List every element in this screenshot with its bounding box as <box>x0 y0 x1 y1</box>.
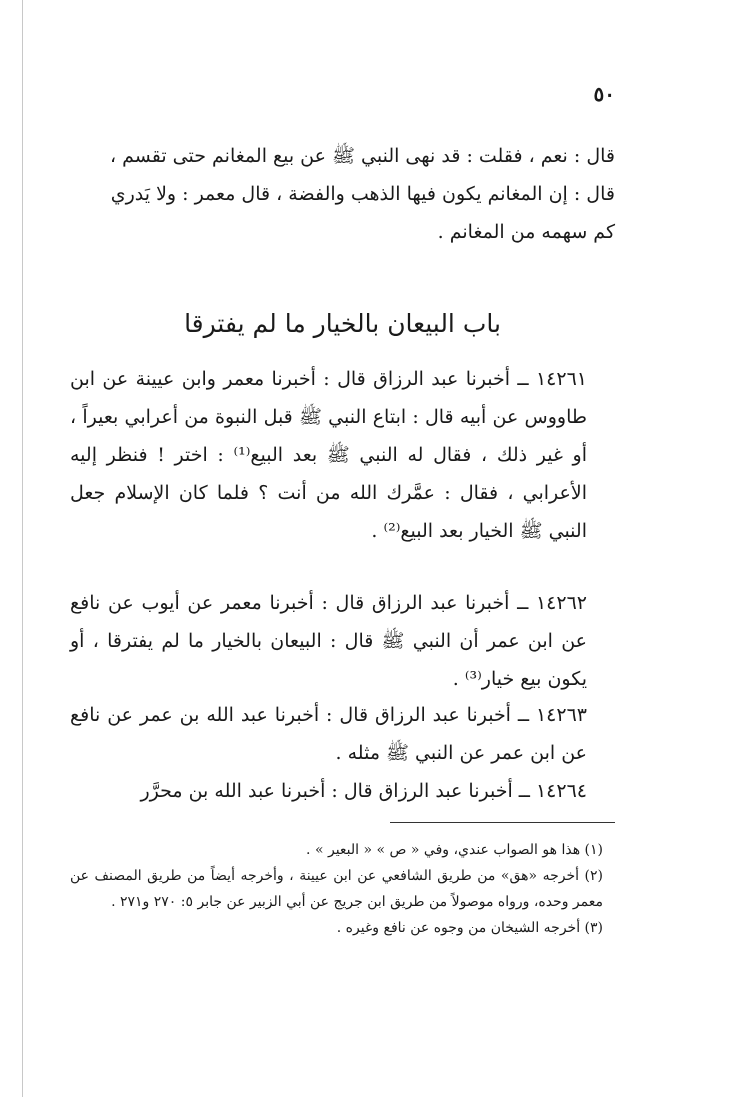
hadith-text: ١٤٢٦٣ ــ أخبرنا عبد الرزاق قال : أخبرنا عبد الله بن عمر عن نافع عن ابن عمر عن النبي ﷺ مثله . <box>70 704 587 764</box>
footnotes <box>70 837 615 941</box>
intro-line: قال : إن المغانم يكون فيها الذهب والفضة ، قال معمر : ولا يَدري <box>110 183 615 205</box>
intro-line: كم سهمه من المغانم . <box>437 221 615 243</box>
hadith-14262 <box>70 584 615 698</box>
page-edge-rule <box>22 0 23 1097</box>
hadith-text: ١٤٢٦١ ــ أخبرنا عبد الرزاق قال : أخبرنا معمر وابن عيينة عن ابن طاووس عن أبيه قال : ابتاع النبي ﷺ قبل النبوة من أعرابي بعيراً ، أو غير ذلك ، فقال له النبي ﷺ بعد البيع⁽¹⁾ : اختر ! فنظر إليه الأعرابي ، فقال : عمَّرك الله من أنت ؟ فلما كان الإسلام جعل النبي ﷺ الخيار بعد البيع⁽²⁾ . <box>70 368 588 542</box>
footnote-2: (٢) أخرجه «هق» من طريق الشافعي عن ابن عيينة ، وأخرجه أيضاً من طريق المصنف عن معمر وحده، ورواه موصولاً من طريق ابن جريج عن أبي الزبير عن جابر ٥: ٢٧٠ و٢٧١ . <box>70 868 603 910</box>
hadith-text: ١٤٢٦٢ ــ أخبرنا عبد الرزاق قال : أخبرنا معمر عن أيوب عن نافع عن ابن عمر أن النبي ﷺ قال : البيعان بالخيار ما لم يفترقا ، أو يكون بيع خيار⁽³⁾ . <box>70 592 587 690</box>
intro-paragraph <box>70 137 615 251</box>
hadith-14261 <box>70 360 615 550</box>
hadith-14264 <box>70 772 615 810</box>
hadith-14263 <box>70 696 615 772</box>
hadith-text: ١٤٢٦٤ ــ أخبرنا عبد الرزاق قال : أخبرنا عبد الله بن محرَّر <box>140 780 587 802</box>
intro-line: قال : نعم ، فقلت : قد نهى النبي ﷺ عن بيع المغانم حتى تقسم ، <box>109 145 615 167</box>
chapter-title: باب البيعان بالخيار ما لم يفترقا <box>184 309 501 338</box>
footnote-1: (١) هذا هو الصواب عندي، وفي « ص » « البعير » . <box>306 842 603 858</box>
page-number: ٥٠ <box>593 82 615 106</box>
footnote-separator <box>390 822 615 823</box>
footnote-3: (٣) أخرجه الشيخان من وجوه عن نافع وغيره . <box>336 920 603 936</box>
